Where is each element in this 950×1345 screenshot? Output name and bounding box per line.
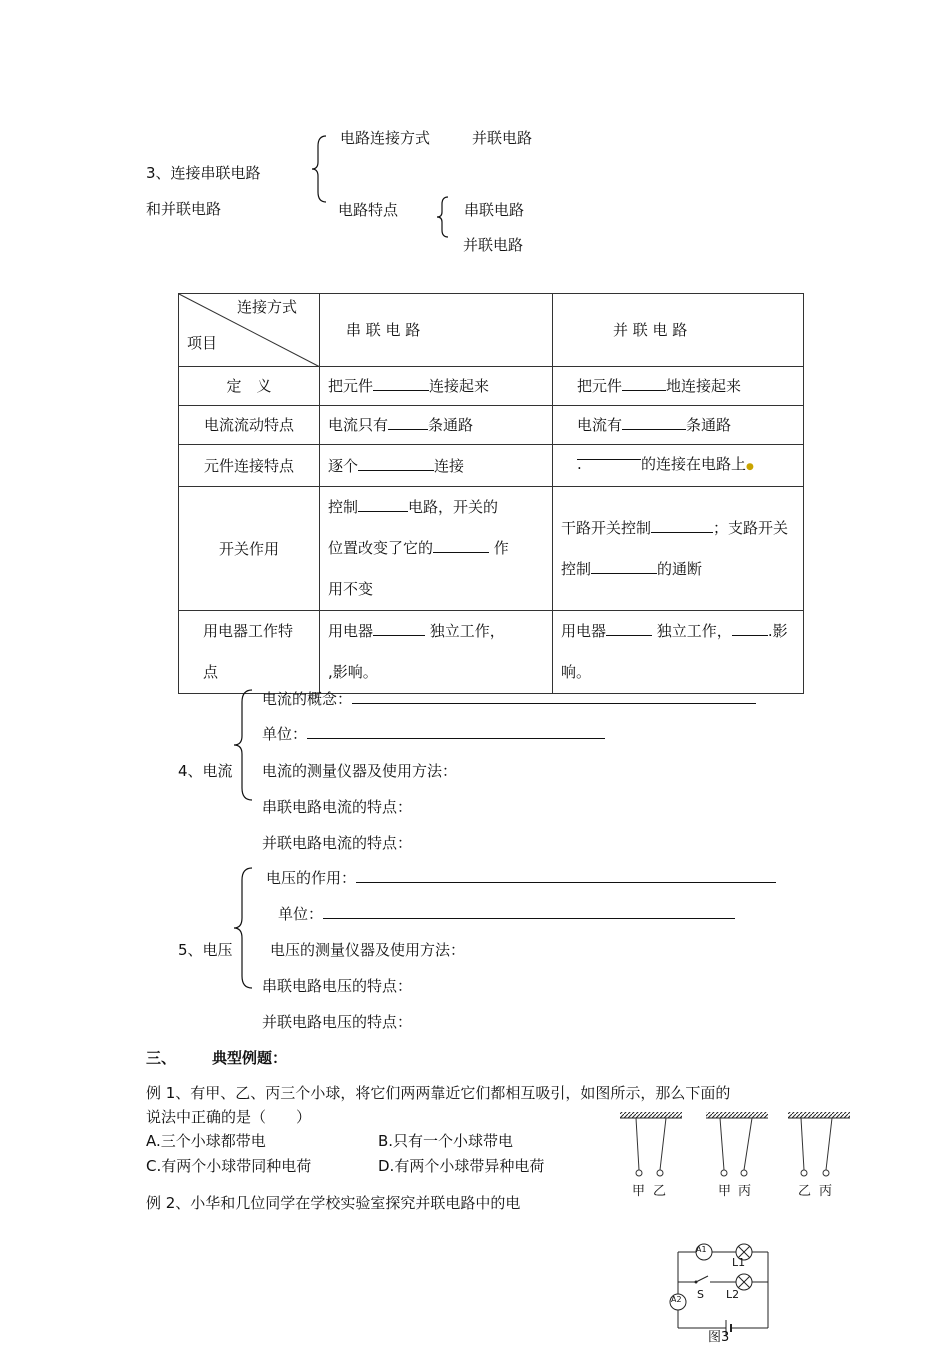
s-label: S — [697, 1288, 704, 1301]
cell-text: 干路开关控制 — [561, 518, 652, 537]
switch-s-icon — [696, 1276, 708, 1282]
ex2-line1: 例 2、小华和几位同学在学校实验室探究并联电路中的电 — [146, 1194, 521, 1212]
table-row — [179, 367, 804, 406]
ball-label: 甲 — [718, 1184, 732, 1199]
l2-label: L2 — [726, 1288, 740, 1301]
row-parallel-cell — [553, 406, 804, 445]
l1-label: L1 — [732, 1256, 746, 1269]
ball — [721, 1170, 727, 1176]
examples-heading-num: 三、 — [146, 1049, 177, 1067]
cell-text: 独立工作， — [429, 622, 505, 640]
row-label: 开关作用 — [179, 487, 320, 611]
cell-text: 电路，开关的 — [408, 498, 499, 516]
thread — [744, 1118, 752, 1170]
cell-text: 连接 — [434, 456, 465, 475]
row-label: 电流流动特点 — [179, 406, 320, 445]
ex1-line1: 例 1、有甲、乙、丙三个小球，将它们两两靠近它们都相互吸引，如图所示，那么下面的 — [146, 1084, 731, 1102]
ball-label: 乙 — [798, 1184, 812, 1199]
sec3-title-line1: 3、连接串联电路 — [146, 164, 261, 182]
cell-text: 控制 — [328, 498, 359, 516]
cell-text: 连接起来 — [429, 377, 490, 395]
cell-text: 条通路 — [686, 416, 732, 434]
ex1-line2: 说法中正确的是（ ） — [146, 1108, 312, 1126]
row-series-cell — [320, 445, 553, 487]
blank[interactable] — [358, 497, 408, 512]
cell-text: 的通断 — [657, 559, 703, 578]
ball — [823, 1170, 829, 1176]
blank[interactable] — [606, 621, 652, 636]
thread — [801, 1118, 804, 1170]
row-parallel-cell — [553, 445, 804, 487]
cell-text: 电流只有 — [328, 416, 389, 434]
row-parallel-cell — [553, 487, 804, 611]
cell-text: 位置改变了它的 — [328, 539, 434, 557]
row-label: 定 义 — [179, 367, 320, 406]
row-series-cell — [320, 406, 553, 445]
cell-text: 的连接在电路上 — [641, 455, 747, 473]
sec5-title: 5、电压 — [178, 941, 233, 959]
row-series-cell — [320, 611, 553, 694]
row-series-cell — [320, 367, 553, 406]
voltage-instrument: 电压的测量仪器及使用方法： — [270, 941, 466, 959]
ceiling-2 — [706, 1112, 768, 1118]
cell-text: 条通路 — [428, 416, 474, 434]
table-row — [179, 611, 804, 694]
current-instrument: 电流的测量仪器及使用方法： — [262, 762, 458, 780]
cell-text: 响。 — [561, 663, 592, 681]
cell-text: 控制 — [561, 559, 592, 578]
current-concept-field — [262, 688, 756, 709]
thread — [660, 1118, 666, 1170]
cell-text: . — [577, 455, 582, 473]
blank[interactable] — [373, 376, 429, 391]
cell-text: 独立工作， — [656, 622, 732, 640]
ball-label: 丙 — [819, 1184, 833, 1199]
blank[interactable] — [356, 868, 776, 883]
diagonal-header-cell — [179, 294, 320, 367]
header-diag-top: 连接方式 — [237, 298, 298, 316]
cell-text: ,影响。 — [328, 663, 378, 681]
cell-text: 用电器 — [561, 622, 607, 640]
row-label-line: 用电器工作特 — [203, 622, 294, 640]
a2-label: A2 — [671, 1295, 682, 1304]
header-parallel: 并 联 电 路 — [553, 294, 804, 367]
row-label-line: 点 — [203, 663, 219, 681]
voltage-series: 串联电路电压的特点： — [262, 977, 413, 995]
blank[interactable] — [622, 415, 686, 430]
brace-sec3 — [312, 134, 332, 204]
cell-text: 地连接起来 — [666, 377, 742, 395]
table-header-row — [179, 294, 804, 367]
brace-sec5 — [232, 866, 256, 992]
blank[interactable] — [388, 415, 428, 430]
cell-text: 电流有 — [577, 416, 623, 434]
option-c[interactable]: C.有两个小球带同种电荷 — [146, 1157, 312, 1175]
voltage-unit-label: 单位： — [278, 905, 324, 923]
option-b[interactable]: B.只有一个小球带电 — [378, 1132, 514, 1150]
voltage-unit-field — [278, 903, 735, 924]
brace-sec4 — [232, 688, 256, 804]
cell-text: 把元件 — [328, 377, 374, 395]
thread — [826, 1118, 832, 1170]
ball — [741, 1170, 747, 1176]
ball — [636, 1170, 642, 1176]
circuit-diagram — [664, 1240, 774, 1336]
ball — [657, 1170, 663, 1176]
ball-label: 甲 — [632, 1184, 646, 1199]
current-unit-field — [262, 723, 605, 744]
table-row — [179, 406, 804, 445]
table-row — [179, 445, 804, 487]
feature-series: 串联电路 — [464, 201, 525, 219]
ball-label: 乙 — [653, 1184, 667, 1199]
header-diag-bottom: 项目 — [187, 334, 218, 352]
thread — [720, 1118, 724, 1170]
ball — [801, 1170, 807, 1176]
blank[interactable] — [577, 445, 641, 473]
feature-parallel: 并联电路 — [463, 236, 524, 254]
row-series-cell — [320, 487, 553, 611]
voltage-role-label: 电压的作用： — [266, 869, 357, 887]
blank[interactable] — [352, 689, 756, 704]
option-d[interactable]: D.有两个小球带异种电荷 — [378, 1157, 545, 1175]
a1-label: A1 — [696, 1245, 707, 1254]
figure-caption: 图3 — [708, 1330, 730, 1345]
cell-text: 用电器 — [328, 622, 374, 640]
header-series: 串 联 电 路 — [320, 294, 553, 367]
cell-text: ；支路开关 — [713, 518, 789, 537]
sec3-title-line2: 和并联电路 — [146, 200, 222, 218]
ceiling-1 — [620, 1112, 682, 1118]
blank[interactable] — [358, 456, 434, 471]
voltage-parallel: 并联电路电压的特点： — [262, 1013, 413, 1031]
row-parallel-cell — [553, 367, 804, 406]
ceiling-3 — [788, 1112, 850, 1118]
dot-mark: ● — [746, 462, 754, 472]
ball-label: 丙 — [738, 1184, 752, 1199]
current-series: 串联电路电流的特点： — [262, 798, 413, 816]
blank[interactable] — [651, 518, 713, 533]
current-concept-label: 电流的概念： — [262, 690, 353, 708]
blank[interactable] — [732, 621, 768, 636]
comparison-table — [178, 293, 804, 694]
blank[interactable] — [622, 376, 666, 391]
table-row — [179, 487, 804, 611]
row-label: 元件连接特点 — [179, 445, 320, 487]
brace-features — [436, 196, 452, 238]
row-parallel-cell — [553, 611, 804, 694]
cell-text: 作 — [493, 539, 509, 557]
voltage-role-field — [266, 867, 776, 888]
row-label — [179, 611, 320, 694]
option-a[interactable]: A.三个小球都带电 — [146, 1132, 266, 1150]
blank[interactable] — [373, 621, 425, 636]
blank[interactable] — [433, 538, 489, 553]
blank[interactable] — [307, 724, 605, 739]
cell-text: .影 — [767, 622, 788, 640]
feature-label: 电路特点 — [338, 201, 399, 219]
blank[interactable] — [591, 559, 657, 574]
cell-text: 用不变 — [328, 580, 374, 598]
thread — [636, 1118, 639, 1170]
cell-text: 逐个 — [328, 456, 359, 475]
method-value: 并联电路 — [472, 129, 533, 147]
current-parallel: 并联电路电流的特点： — [262, 834, 413, 852]
blank[interactable] — [323, 904, 735, 919]
current-unit-label: 单位： — [262, 725, 308, 743]
sec4-title: 4、电流 — [178, 762, 233, 780]
method-label: 电路连接方式 — [340, 129, 431, 147]
cell-text: 把元件 — [577, 377, 623, 395]
switch-pivot — [695, 1281, 698, 1284]
examples-heading: 典型例题： — [212, 1049, 288, 1067]
